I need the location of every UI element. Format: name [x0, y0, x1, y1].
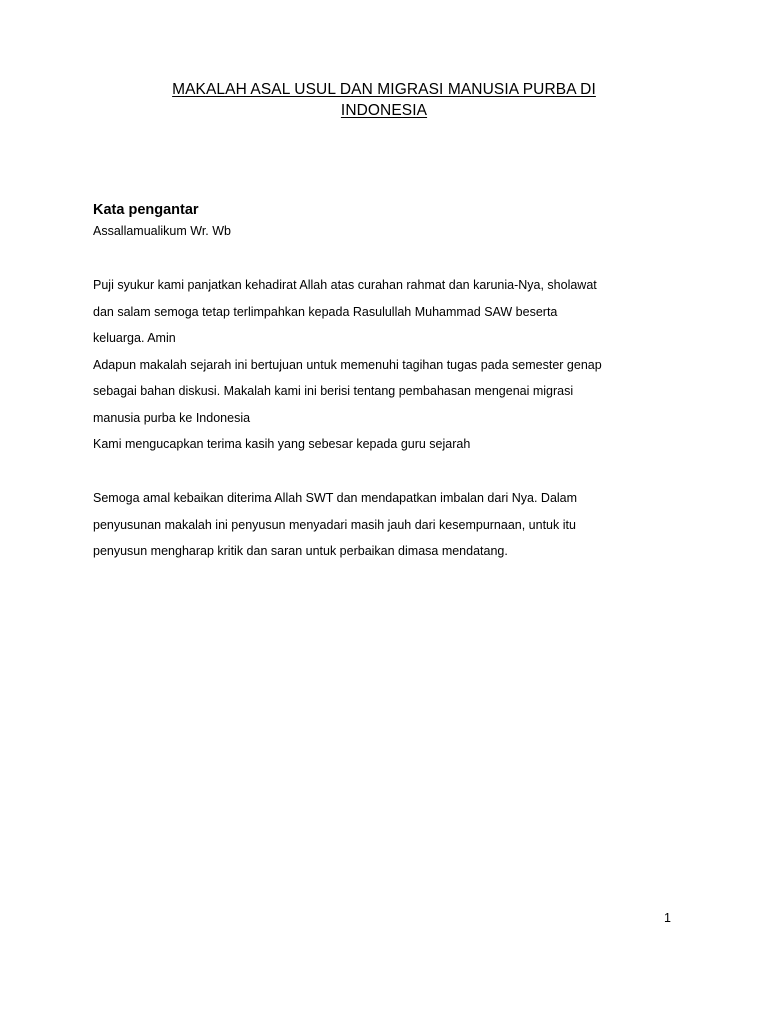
paragraph-line: penyusun mengharap kritik dan saran untuk perbaikan dimasa mendatang.	[93, 544, 508, 558]
paragraph-line: dan salam semoga tetap terlimpahkan kepada Rasulullah Muhammad SAW beserta	[93, 304, 558, 319]
title-line-1: MAKALAH ASAL USUL DAN MIGRASI MANUSIA PURBA DI	[172, 81, 596, 98]
title-line-2: INDONESIA	[340, 102, 428, 119]
greeting-line: Assallamualikum Wr. Wb	[93, 224, 231, 238]
paragraph-line: sebagai bahan diskusi. Makalah kami ini berisi tentang pembahasan mengenai migrasi	[93, 384, 574, 398]
paragraph-1	[93, 272, 683, 458]
paragraph-line: Adapun makalah sejarah ini bertujuan untuk memenuhi tagihan tugas pada semester genap	[93, 357, 602, 372]
paragraph-line: keluarga. Amin	[93, 331, 176, 345]
paragraph-line: penyusunan makalah ini penyusun menyadari masih jauh dari kesempurnaan, untuk itu	[93, 517, 576, 532]
page-number: 1	[664, 911, 671, 925]
paragraph-line: manusia purba ke Indonesia	[93, 410, 251, 425]
paragraph-line: Puji syukur kami panjatkan kehadirat Allah atas curahan rahmat dan karunia-Nya, sholawat	[93, 278, 597, 292]
section-heading: Kata pengantar	[93, 202, 199, 218]
paragraph-line: Kami mengucapkan terima kasih yang sebesar kepada guru sejarah	[93, 437, 471, 451]
document-title	[110, 79, 658, 121]
paragraph-2	[93, 485, 683, 565]
paragraph-line: Semoga amal kebaikan diterima Allah SWT dan mendapatkan imbalan dari Nya. Dalam	[93, 491, 578, 505]
